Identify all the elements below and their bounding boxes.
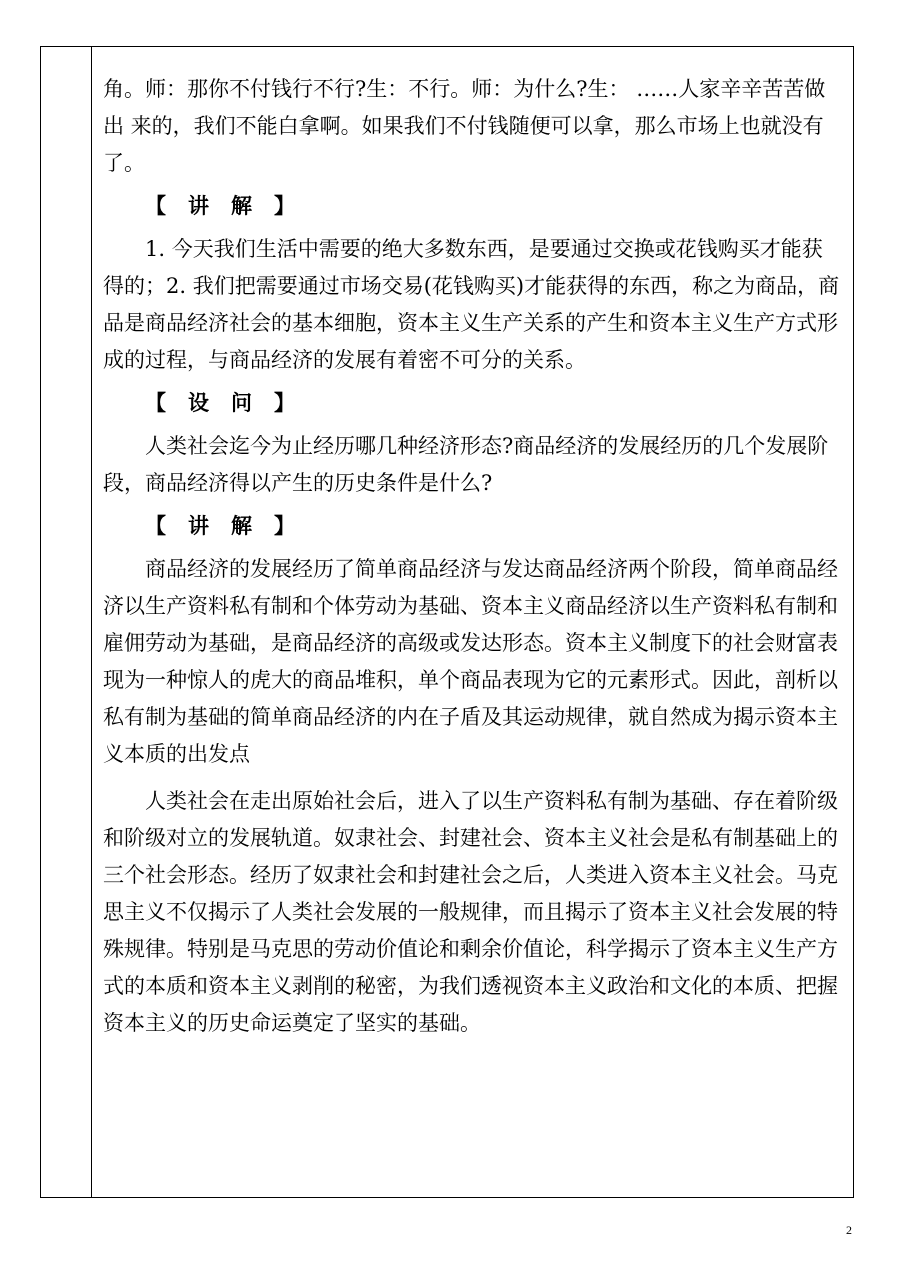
table-left-column bbox=[41, 47, 92, 1197]
question-paragraph: 人类社会迄今为止经历哪几种经济形态?商品经济的发展经历的几个发展阶段，商品经济得以产生的历史条件是什么? bbox=[103, 434, 829, 495]
table-content-cell bbox=[103, 71, 843, 1042]
question-heading: 【 设 问 】 bbox=[145, 391, 303, 415]
page-number: 2 bbox=[846, 1223, 852, 1237]
explain-heading-1: 【 讲 解 】 bbox=[145, 194, 303, 218]
lesson-table bbox=[40, 46, 854, 1198]
explain-paragraph-1: 1. 今天我们生活中需要的绝大多数东西，是要通过交换或花钱购买才能获得的；2. 我们把需要通过市场交易(花钱购买)才能获得的东西，称之为商品，商品是商品经济社会的基本细胞，资本主义生产关系的产生和资本主义生产方式形成的过程，与商品经济的发展有着密不可分的关系。 bbox=[103, 237, 840, 372]
explain-heading-2: 【 讲 解 】 bbox=[145, 514, 303, 538]
explain-paragraph-3: 人类社会在走出原始社会后，进入了以生产资料私有制为基础、存在着阶级和阶级对立的发展轨道。奴隶社会、封建社会、资本主义社会是私有制基础上的三个社会形态。经历了奴隶社会和封建社会之后，人类进入资本主义社会。马克思主义不仅揭示了人类社会发展的一般规律，而且揭示了资本主义社会发展的特殊规律。特别是马克思的劳动价值论和剩余价值论，科学揭示了资本主义生产方式的本质和资本主义剥削的秘密，为我们透视资本主义政治和文化的本质、把握资本主义的历史命运奠定了坚实的基础。 bbox=[103, 789, 838, 1035]
intro-paragraph: 角。师：那你不付钱行不行?生：不行。师：为什么?生： ……人家辛辛苦苦做出 来的，我们不能白拿啊。如果我们不付钱随便可以拿，那么市场上也就没有了。 bbox=[103, 77, 826, 175]
explain-paragraph-2: 商品经济的发展经历了简单商品经济与发达商品经济两个阶段，简单商品经济以生产资料私有制和个体劳动为基础、资本主义商品经济以生产资料私有制和雇佣劳动为基础，是商品经济的高级或发达形态。资本主义制度下的社会财富表现为一种惊人的虎大的商品堆积，单个商品表现为它的元素形式。因此，剖析以私有制为基础的简单商品经济的内在子盾及其运动规律，就自然成为揭示资本主义本质的出发点 bbox=[103, 557, 838, 766]
